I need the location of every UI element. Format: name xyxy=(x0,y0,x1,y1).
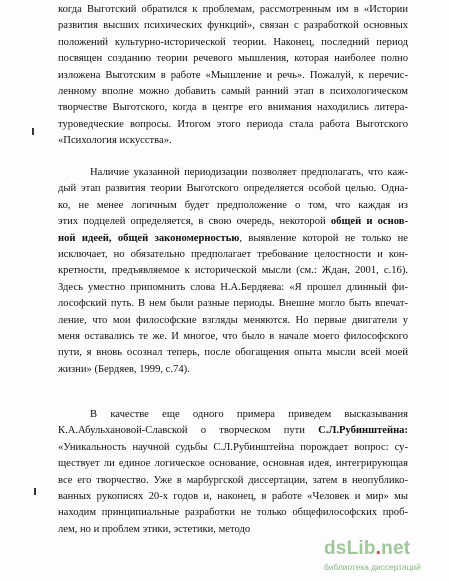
text-line: кретности, предъявляемое к исторической мысли (см.: Ждан, 2001, с.16). xyxy=(58,265,408,277)
text-line: изложена Выготским в работе «Мышление и речь». Пожалуй, к перечис- xyxy=(58,69,408,81)
text-line: все его творчество. Уже в марбургской диссертации, затем в неопублико- xyxy=(58,474,408,486)
watermark-subtitle: библиотека диссертаций xyxy=(324,562,421,572)
text-line: лем, но и проблем этики, эстетики, методо xyxy=(58,523,251,535)
text-line: жизни» (Бердяев, 1999, с.74). xyxy=(58,363,190,375)
margin-mark xyxy=(32,128,34,135)
text-line: ществует ли единое логическое основание, основная идея, интегрирующая xyxy=(58,458,408,470)
text-line: В качестве еще одного примера приведем высказывания xyxy=(90,409,408,420)
text-line: ление, что мои философские взгляды меняются. Но первые двигатели у xyxy=(58,314,408,326)
watermark xyxy=(324,538,442,574)
text-line: пути, я вновь осознал теперь, после обогащения опыта мысли всей моей xyxy=(58,347,408,359)
text-line: туроведческие вопросы. Итогом этого периода стала работа Выготского xyxy=(58,118,408,130)
text-line: ко, не менее логичным будет предположение о том, что каждая из xyxy=(58,199,408,211)
text-line: Наличие указанной периодизации позволяет предполагать, что каж- xyxy=(90,167,408,178)
text-line: находим принципиальные разработки не только общефилософских проб- xyxy=(58,507,408,519)
text-line: исключает, но обязательно предполагает требование целостности и кон- xyxy=(58,249,408,260)
text-line: лософский путь. В нем были разные периоды. Внешне могло быть впечат- xyxy=(58,298,408,310)
text-line: меня оставались те же. И многое, что было в начале моего философского xyxy=(58,331,408,342)
text-line: ной идеей, общей закономерностью, выявление которой не только не xyxy=(58,232,408,244)
text-line: творчестве Выготского, когда в центре его внимания находились литера- xyxy=(58,102,408,114)
text-line: положений культурно-исторической теории. Наконец, последний период xyxy=(58,36,408,48)
text-line: этих подцелей определяется, в свою очередь, некоторой общей и основ- xyxy=(58,216,408,228)
text-line: «Уникальность научной судьбы С.Л.Рубинштейна порождает вопрос: су- xyxy=(58,441,408,453)
margin-mark xyxy=(34,488,36,495)
text-line: «Психология искусства». xyxy=(58,135,172,147)
text-line: когда Выготский обратился к проблемам, рассмотренным им в «Истории xyxy=(58,4,408,15)
text-line: дый этап развития теории Выготского определяется особой целью. Одна- xyxy=(58,183,408,195)
watermark-logo: dsLib.net xyxy=(324,538,411,559)
text-line: ленному вполне можно добавить самый ранний этап в психологическом xyxy=(58,86,408,97)
text-line: ванных рукописях 20-х годов и, наконец, в работе «Человек и мир» мы xyxy=(58,491,408,502)
text-line: посвящен созданию теории речевого мышления, которая наиболее полно xyxy=(58,53,408,65)
text-line: Здесь уместно припомнить слова Н.А.Бердяева: «Я прошел длинный фи- xyxy=(58,281,408,293)
text-line: К.А.Абульхановой-Славской о творческом пути С.Л.Рубинштейна: xyxy=(58,425,408,437)
text-line: развития высших психических функций», связан с разработкой основных xyxy=(58,20,408,32)
